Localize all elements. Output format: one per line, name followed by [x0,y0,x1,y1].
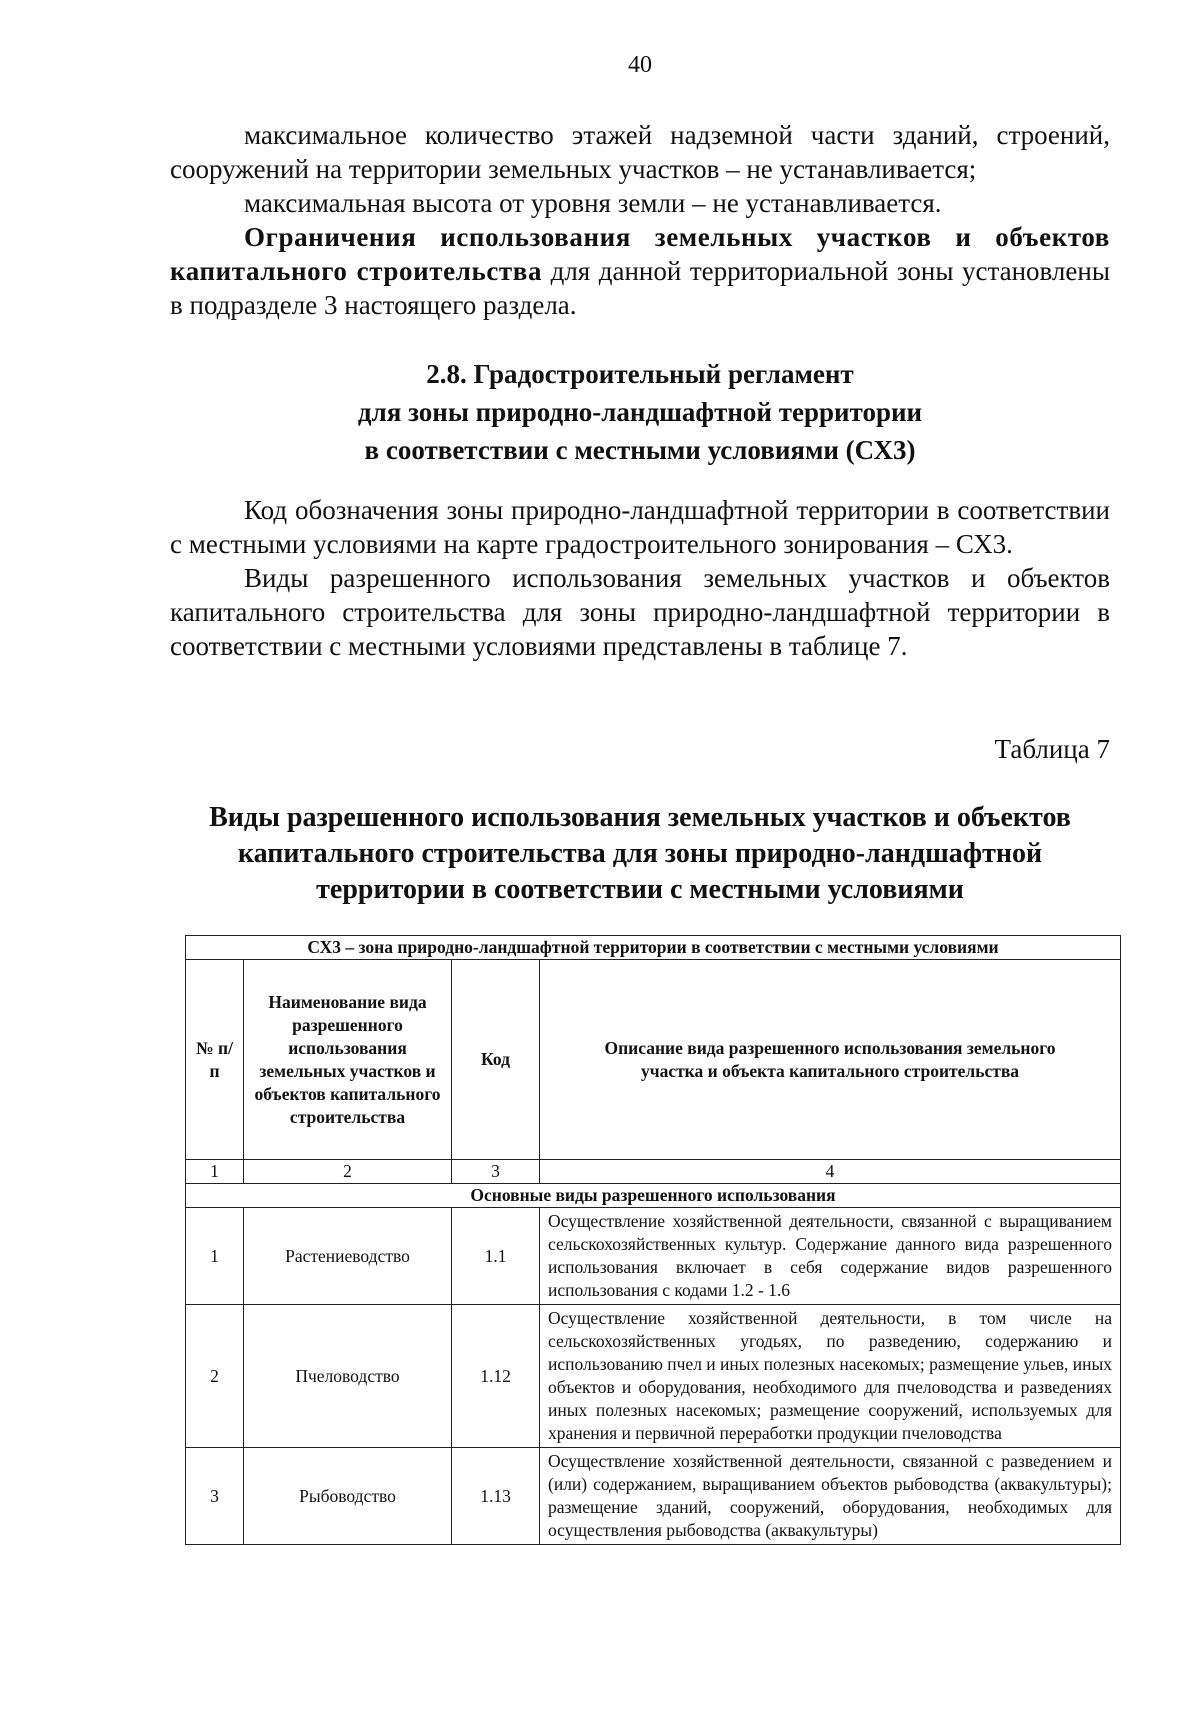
row-code: 1.1 [452,1208,540,1305]
row-description: Осуществление хозяйственной деятельности, связанной с выращиванием сельскохозяйственных культур. Содержание данного вида разрешенного использования включает в себя содержание видов разрешенного использования с кодами 1.2 - 1.6 [540,1208,1121,1305]
regulation-table [185,935,1121,1545]
column-number-2: 2 [244,1160,452,1184]
page-number: 40 [628,52,652,78]
row-code: 1.13 [452,1448,540,1545]
row-code: 1.12 [452,1305,540,1448]
intro-paragraph-2: максимальная высота от уровня земли – не устанавливается. [244,188,942,218]
row-name: Рыбоводство [244,1448,452,1545]
table-title-line-1: Виды разрешенного использования земельных участков и объектов [209,802,1071,833]
restrictions-text: для данной территориальной зоны установлены в подразделе 3 настоящего раздела. [170,256,1110,320]
table-row [186,1305,1121,1448]
zone-header: СХ3 – зона природно-ландшафтной территории в соответствии с местными условиями [186,936,1121,960]
section-heading [0,355,1200,469]
column-header-description: Описание вида разрешенного использования земельного участка и объекта капитального строительства [540,960,1121,1160]
column-number-3: 3 [452,1160,540,1184]
row-num: 3 [186,1448,244,1545]
column-number-1: 1 [186,1160,244,1184]
body-paragraph-1: Код обозначения зоны природно-ландшафтной территории в соответствии с местными условиями на карте градостроительного зонирования – СХ3. [170,495,1110,559]
table-title-line-3: территории в соответствии с местными условиями [316,874,964,905]
intro-paragraph-1: максимальное количество этажей надземной части зданий, строений, сооружений на территории земельных участков – не устанавливается; [170,120,1110,184]
body-paragraph-2: Виды разрешенного использования земельных участков и объектов капитального строительства для зоны природно-ландшафтной территории в соответствии с местными условиями представлены в таблице 7. [170,563,1110,661]
intro-text [170,118,1110,322]
row-name: Растениеводство [244,1208,452,1305]
column-header-name: Наименование вида разрешенного использования земельных участков и объектов капитального строительства [244,960,452,1160]
intro-paragraph-3 [170,220,1110,322]
section-heading-line-2: для зоны природно-ландшафтной территории [357,397,923,427]
body-text [170,493,1110,663]
table-row [186,1208,1121,1305]
group-label: Основные виды разрешенного использования [186,1184,1121,1208]
table-number: Таблица 7 [994,734,1110,764]
section-heading-line-3: в соответствии с местными условиями (СХ3) [364,435,916,465]
section-heading-line-1: 2.8. Градостроительный регламент [426,359,854,389]
column-number-4: 4 [540,1160,1121,1184]
row-num: 2 [186,1305,244,1448]
row-description: Осуществление хозяйственной деятельности, в том числе на сельскохозяйственных угодьях, по разведению, содержанию и использованию пчел и иных полезных насекомых; размещение ульев, иных объектов и оборудования, необходимого для пчеловодства и разведениях иных полезных насекомых; размещение сооружений, используемых для хранения и первичной переработки продукции пчеловодства [540,1305,1121,1448]
table-title [0,800,1200,908]
column-header-num: № п/п [186,960,244,1160]
table-row [186,1448,1121,1545]
restrictions-bold-text: Ограничения использования земельных участков и объектов капитального строительства [170,222,1110,286]
column-header-code: Код [452,960,540,1160]
row-name: Пчеловодство [244,1305,452,1448]
table-title-line-2: капитального строительства для зоны природно-ландшафтной [237,838,1043,869]
row-description: Осуществление хозяйственной деятельности, связанной с разведением и (или) содержанием, выращиванием объектов рыбоводства (аквакультуры); размещение зданий, сооружений, оборудования, необходимых для осуществления рыбоводства (аквакультуры) [540,1448,1121,1545]
row-num: 1 [186,1208,244,1305]
